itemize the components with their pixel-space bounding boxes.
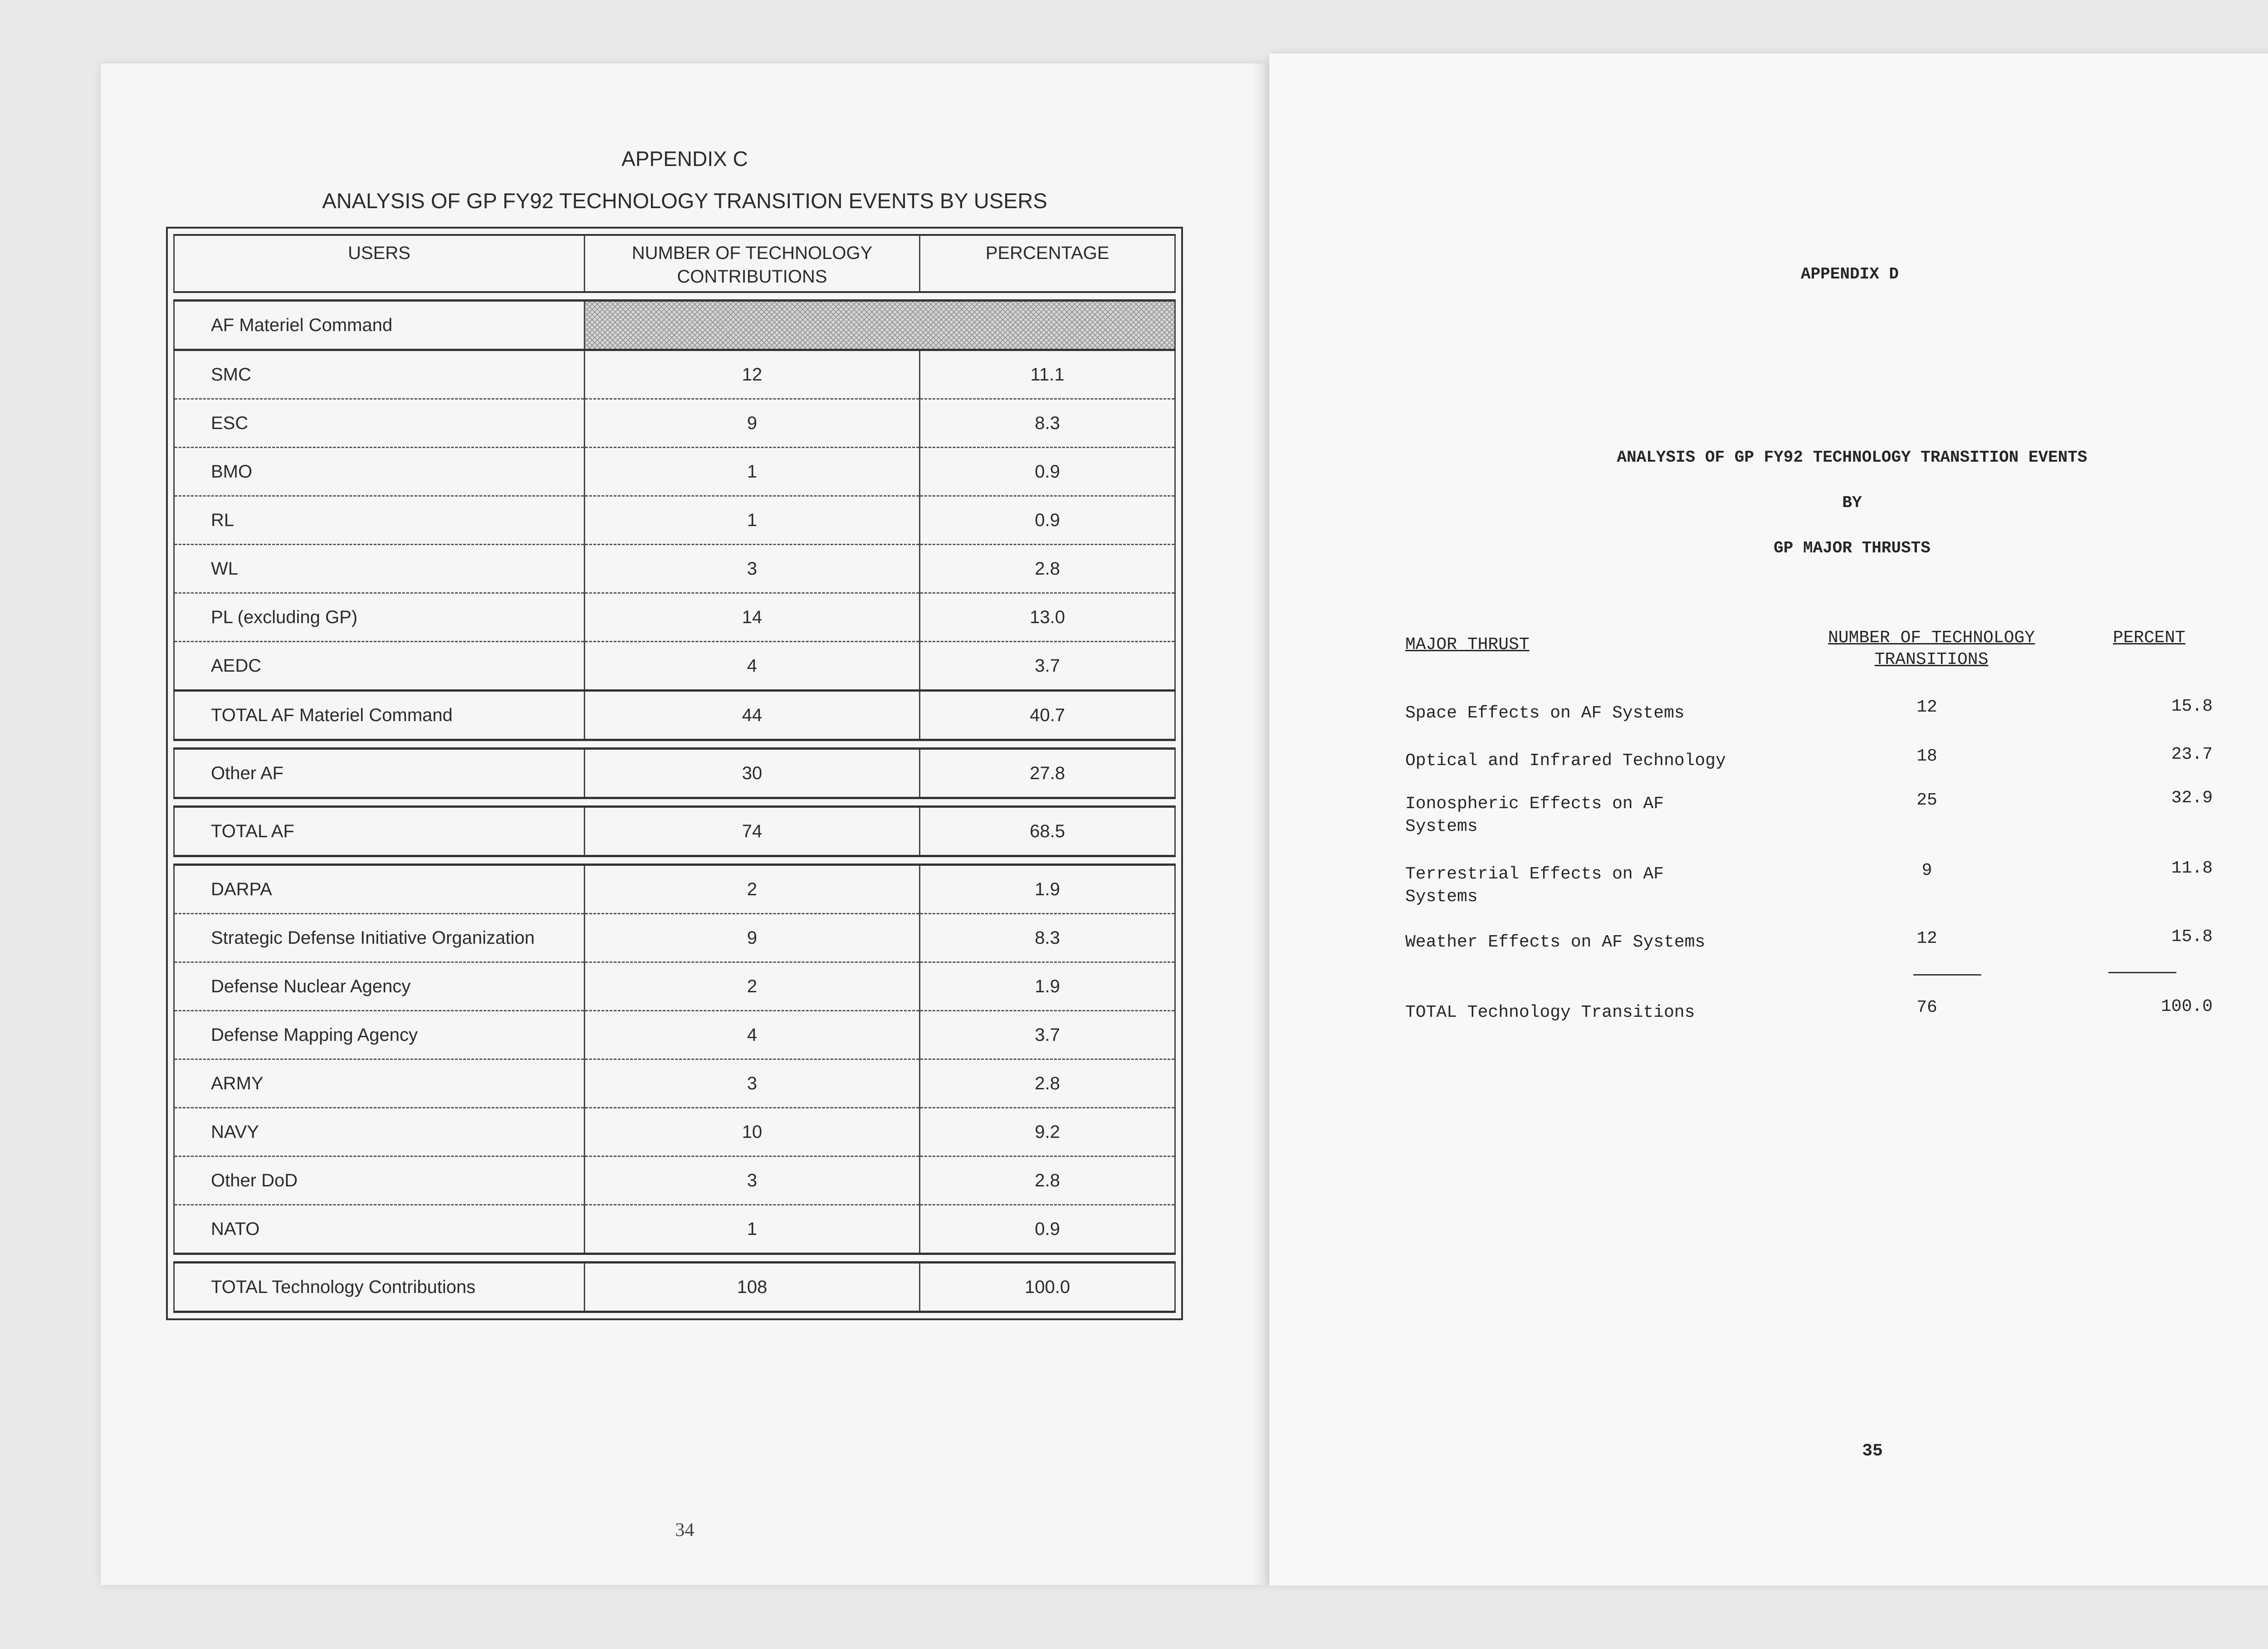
- header-percentage: PERCENTAGE: [920, 235, 1175, 292]
- thrust-number: 12: [1916, 698, 1937, 717]
- row-user: AEDC: [174, 642, 585, 691]
- thrust-label: [1405, 750, 1777, 772]
- row-user: Defense Mapping Agency: [174, 1011, 585, 1059]
- grand-total-user: TOTAL Technology Contributions: [174, 1263, 585, 1312]
- row-percent: 2.8: [920, 1156, 1175, 1205]
- row-number: 1: [584, 1205, 919, 1254]
- row-user: ARMY: [174, 1059, 585, 1108]
- thrust-number: 18: [1916, 746, 1937, 766]
- row-number: 1: [584, 448, 919, 496]
- thrust-label: [1405, 793, 1777, 838]
- row-percent: 2.8: [920, 1059, 1175, 1108]
- appendix-c-title: APPENDIX C: [621, 147, 748, 171]
- row-percent: 13.0: [920, 593, 1175, 642]
- sum-rule-percent: [2108, 972, 2176, 973]
- total-row-user: TOTAL AF Materiel Command: [174, 691, 585, 740]
- row-number: 2: [584, 962, 919, 1011]
- appendix-d-title: APPENDIX D: [1800, 265, 1899, 283]
- group-label: AF Materiel Command: [174, 301, 585, 350]
- left-page: [101, 63, 1269, 1585]
- thrust-percent: 32.9: [2171, 788, 2213, 808]
- row-percent: 11.1: [920, 350, 1175, 399]
- row-user: Other AF: [174, 749, 585, 798]
- header-major-thrust: MAJOR THRUST: [1405, 635, 1530, 654]
- row-number: 4: [584, 1011, 919, 1059]
- row-user: Strategic Defense Initiative Organization: [174, 914, 585, 962]
- thrust-label-line: Terrestrial Effects on AF: [1405, 864, 1664, 884]
- row-percent: 9.2: [920, 1108, 1175, 1156]
- total-row-number: 44: [584, 691, 919, 740]
- row-user: Defense Nuclear Agency: [174, 962, 585, 1011]
- header-number-line1: NUMBER OF TECHNOLOGY: [1828, 628, 2035, 648]
- thrust-analysis-heading-by: BY: [1842, 493, 1862, 512]
- row-percent: 3.7: [920, 642, 1175, 691]
- total-row-number: 74: [584, 807, 919, 856]
- grand-total-number: 108: [584, 1263, 919, 1312]
- thrust-percent: 11.8: [2171, 859, 2213, 878]
- thrust-analysis-subheading: GP MAJOR THRUSTS: [1774, 539, 1931, 557]
- row-user: ESC: [174, 399, 585, 448]
- header-number: NUMBER OF TECHNOLOGY CONTRIBUTIONS: [584, 235, 919, 292]
- header-percent: PERCENT: [2113, 628, 2185, 648]
- users-table: [166, 227, 1183, 1320]
- row-percent: 27.8: [920, 749, 1175, 798]
- total-number: 76: [1916, 998, 1937, 1017]
- row-user: BMO: [174, 448, 585, 496]
- row-number: 9: [584, 914, 919, 962]
- total-percent: 100.0: [2160, 997, 2213, 1016]
- row-user: RL: [174, 496, 585, 545]
- row-percent: 0.9: [920, 496, 1175, 545]
- total-label: TOTAL Technology Transitions: [1405, 1003, 1695, 1022]
- row-user: NATO: [174, 1205, 585, 1254]
- thrust-label-line: Systems: [1405, 817, 1478, 836]
- right-page: [1269, 54, 2268, 1586]
- page-number-left: 34: [675, 1520, 694, 1541]
- header-number-transitions: [1804, 627, 2058, 671]
- thrust-label: [1405, 863, 1777, 908]
- thrust-percent: 15.8: [2171, 927, 2213, 946]
- thrust-percent: 15.8: [2171, 697, 2213, 716]
- hatched-cell: [584, 301, 1175, 350]
- row-user: DARPA: [174, 865, 585, 914]
- row-number: 1: [584, 496, 919, 545]
- row-user: Other DoD: [174, 1156, 585, 1205]
- row-number: 4: [584, 642, 919, 691]
- row-number: 12: [584, 350, 919, 399]
- row-percent: 0.9: [920, 448, 1175, 496]
- row-percent: 2.8: [920, 545, 1175, 593]
- thrust-label-line: Optical and Infrared Technology: [1405, 751, 1726, 771]
- thrust-percent: 23.7: [2171, 745, 2213, 764]
- thrust-label-line: Space Effects on AF Systems: [1405, 703, 1685, 723]
- thrust-label-line: Weather Effects on AF Systems: [1405, 932, 1706, 952]
- row-user: SMC: [174, 350, 585, 399]
- thrust-label: [1405, 931, 1777, 954]
- row-number: 9: [584, 399, 919, 448]
- users-analysis-heading: ANALYSIS OF GP FY92 TECHNOLOGY TRANSITION EVENTS BY USERS: [322, 189, 1047, 213]
- row-user: NAVY: [174, 1108, 585, 1156]
- header-number-line2: TRANSITIONS: [1874, 650, 1989, 669]
- thrust-label-line: Systems: [1405, 887, 1478, 907]
- row-percent: 8.3: [920, 399, 1175, 448]
- row-percent: 1.9: [920, 962, 1175, 1011]
- row-number: 14: [584, 593, 919, 642]
- total-row-user: TOTAL AF: [174, 807, 585, 856]
- thrust-label-line: Ionospheric Effects on AF: [1405, 794, 1664, 814]
- thrust-label: [1405, 702, 1777, 725]
- row-percent: 0.9: [920, 1205, 1175, 1254]
- row-number: 2: [584, 865, 919, 914]
- row-percent: 8.3: [920, 914, 1175, 962]
- header-users: USERS: [174, 235, 585, 292]
- thrust-number: 9: [1921, 861, 1932, 880]
- row-percent: 1.9: [920, 865, 1175, 914]
- thrust-analysis-heading: ANALYSIS OF GP FY92 TECHNOLOGY TRANSITION EVENTS: [1617, 448, 2087, 467]
- row-percent: 3.7: [920, 1011, 1175, 1059]
- sum-rule-number: [1913, 974, 1981, 976]
- grand-total-percent: 100.0: [920, 1263, 1175, 1312]
- row-user: WL: [174, 545, 585, 593]
- row-number: 3: [584, 1059, 919, 1108]
- page-number-right: 35: [1862, 1441, 1883, 1461]
- row-number: 3: [584, 545, 919, 593]
- thrust-number: 12: [1916, 929, 1937, 948]
- row-number: 3: [584, 1156, 919, 1205]
- thrust-number: 25: [1916, 790, 1937, 810]
- total-row-percent: 40.7: [920, 691, 1175, 740]
- row-user: PL (excluding GP): [174, 593, 585, 642]
- row-number: 10: [584, 1108, 919, 1156]
- total-row-percent: 68.5: [920, 807, 1175, 856]
- row-number: 30: [584, 749, 919, 798]
